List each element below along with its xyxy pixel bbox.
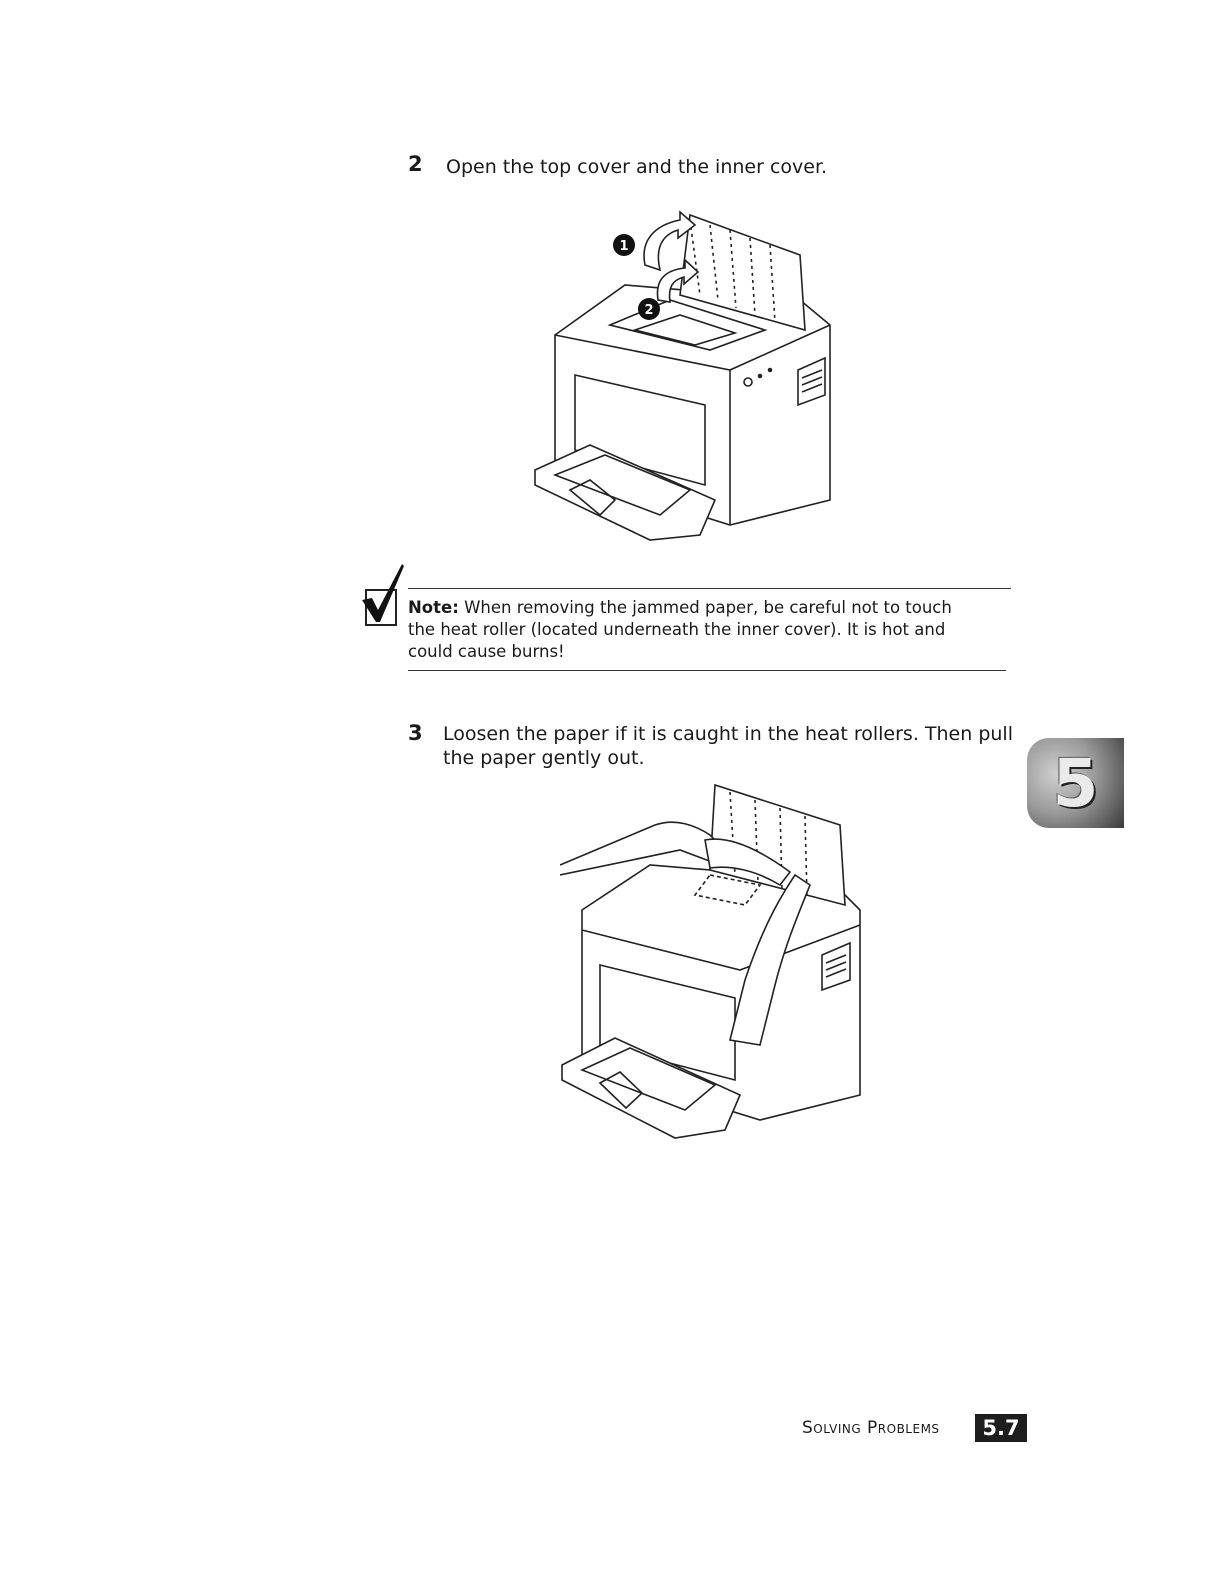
- note-line-1: When removing the jammed paper, be careful not to touch: [464, 598, 952, 617]
- note-top-rule: [408, 588, 1011, 589]
- step-2-text: Open the top cover and the inner cover.: [446, 156, 828, 178]
- chapter-tab: [1027, 738, 1124, 828]
- note-line-2: the heat roller (located underneath the inner cover). It is hot and: [408, 620, 946, 639]
- step-3-number: 3: [408, 721, 423, 745]
- printer-open-covers-illustration: [530, 200, 840, 545]
- step-3-line-2: the paper gently out.: [443, 747, 645, 769]
- note-bottom-rule: [408, 670, 1006, 671]
- svg-text:1: 1: [619, 239, 629, 254]
- svg-text:2: 2: [644, 303, 654, 318]
- footer-section-title: Solving Problems: [802, 1418, 940, 1438]
- note-label: Note:: [408, 598, 459, 617]
- printer-pull-paper-illustration: [560, 780, 865, 1140]
- note-body: [408, 597, 1008, 663]
- chapter-tab-number: 5: [1052, 744, 1099, 822]
- checkmark-icon: [358, 562, 410, 632]
- page-number-badge: [975, 1414, 1027, 1442]
- page-number: 5.7: [982, 1416, 1020, 1440]
- step-3-text: [443, 722, 1013, 770]
- note-line-3: could cause burns!: [408, 642, 565, 661]
- step-2-number: 2: [408, 152, 423, 176]
- step-3-line-1: Loosen the paper if it is caught in the heat rollers. Then pull: [443, 723, 1013, 745]
